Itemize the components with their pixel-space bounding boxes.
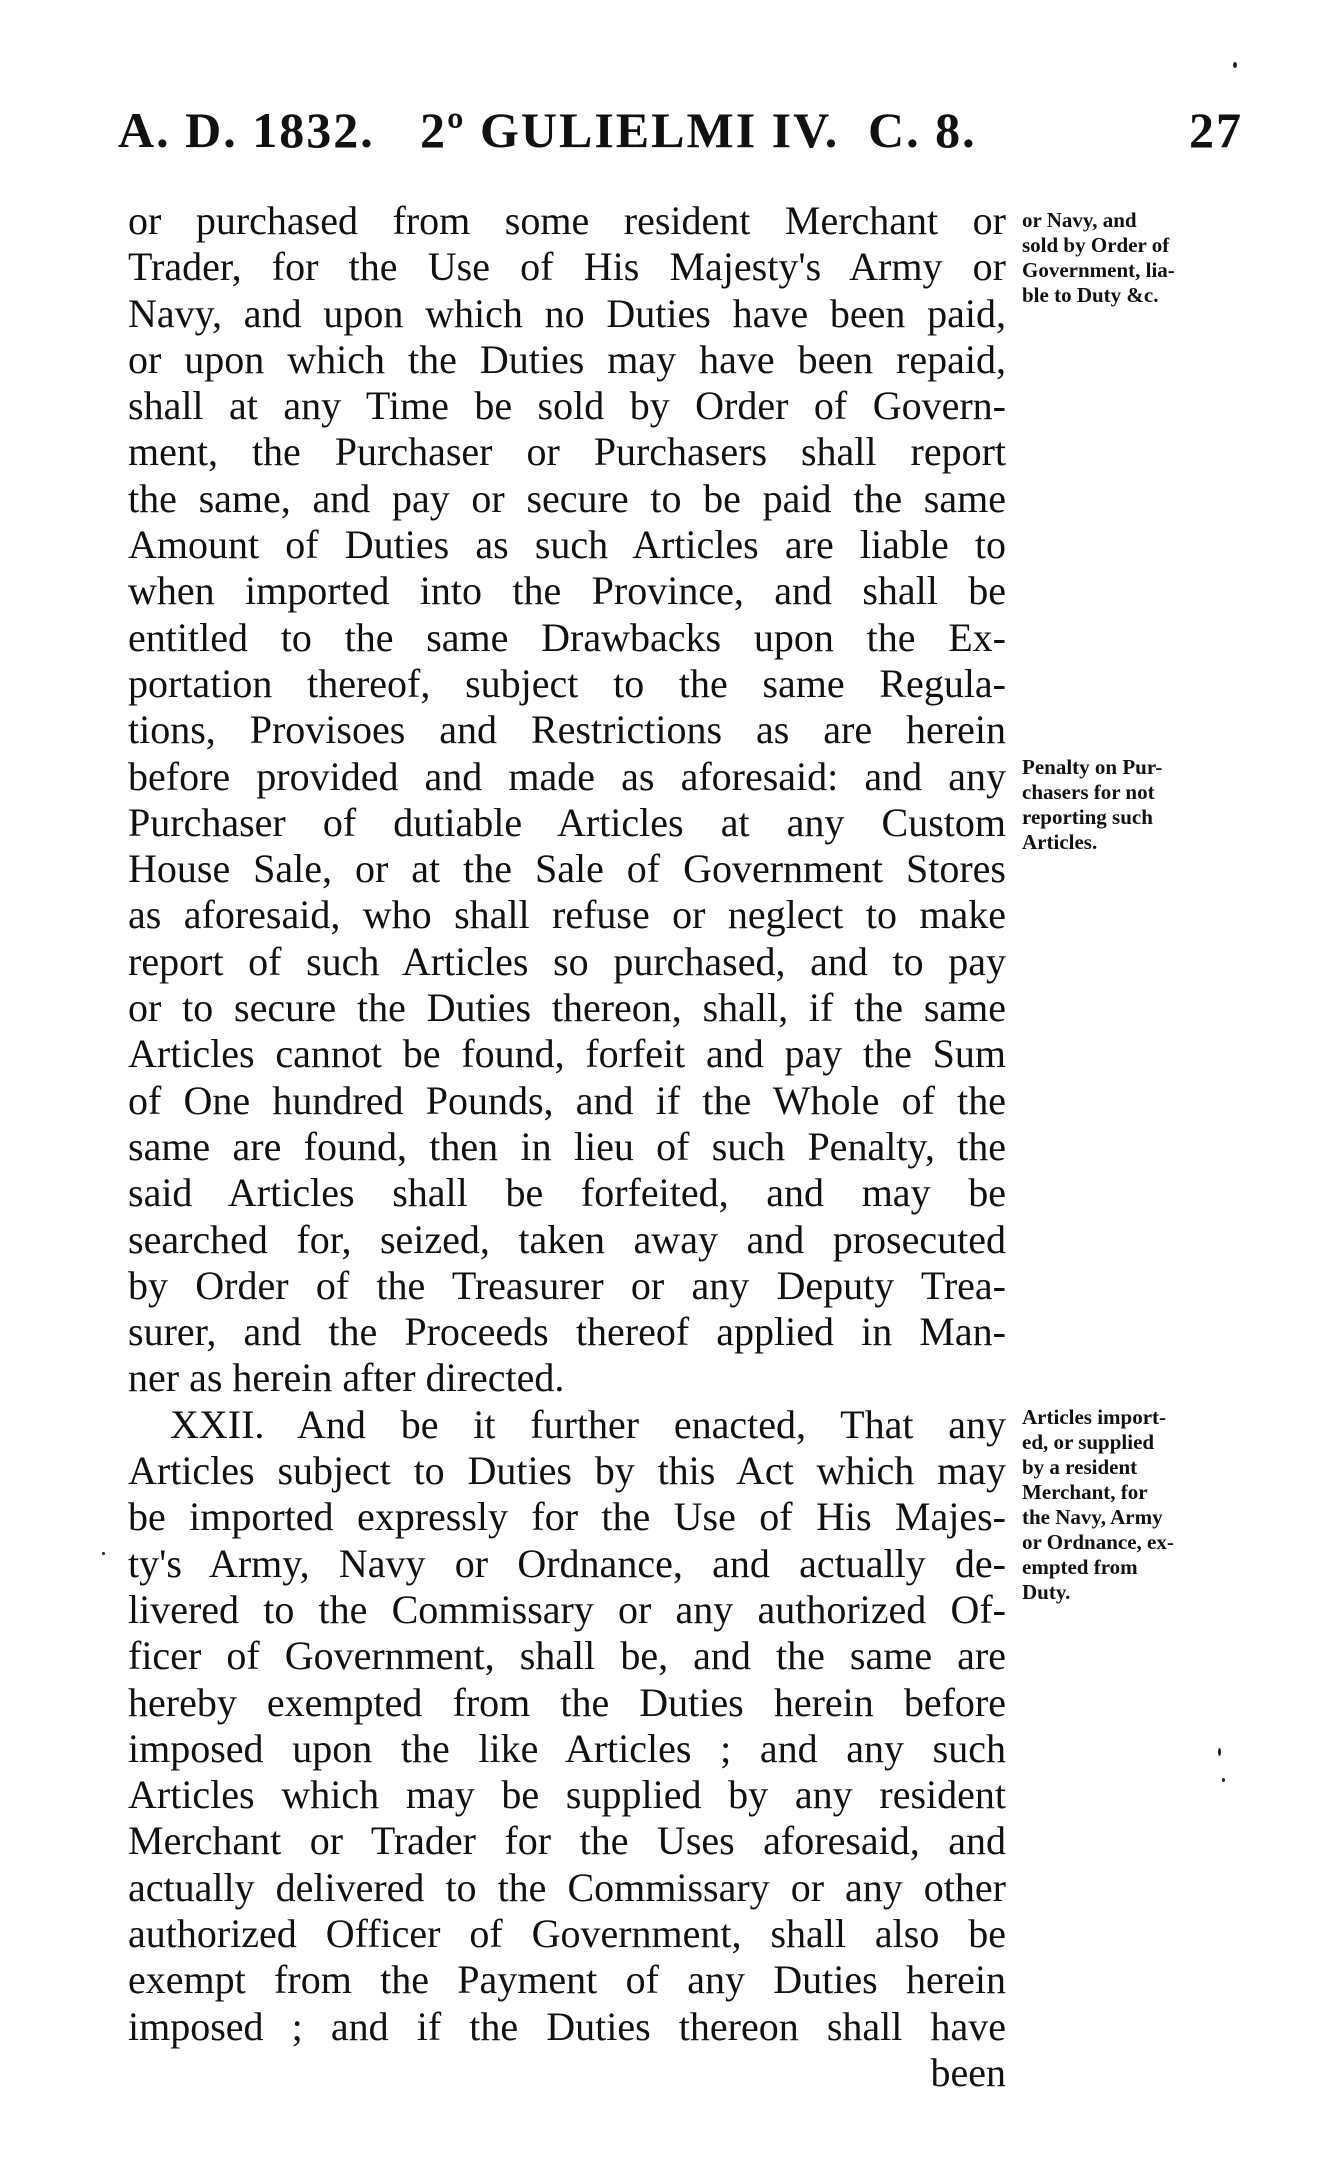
text-line: before provided and made as aforesaid: and any — [128, 753, 1006, 799]
text-line: Articles cannot be found, forfeit and pay the Sum — [128, 1031, 1006, 1077]
margin-note-line: or Ordnance, ex- — [1022, 1530, 1174, 1554]
text-line: ficer of Government, shall be, and the same are — [128, 1633, 1006, 1679]
text-line: by Order of the Treasurer or any Deputy Trea- — [128, 1262, 1006, 1308]
text-line: imposed ; and if the Duties thereon shall have — [128, 2003, 1006, 2049]
text-line: entitled to the same Drawbacks upon the Ex- — [128, 614, 1006, 660]
text-line: ty's Army, Navy or Ordnance, and actually de- — [128, 1540, 1006, 1586]
text-line: same are found, then in lieu of such Penalty, the — [128, 1123, 1006, 1169]
text-line: exempt from the Payment of any Duties herein — [128, 1957, 1006, 2003]
text-line: or purchased from some resident Merchant or — [128, 198, 1006, 243]
text-line: authorized Officer of Government, shall also be — [128, 1910, 1006, 1956]
margin-note-line: Articles. — [1022, 830, 1098, 854]
text-line: portation thereof, subject to the same Regula- — [128, 660, 1006, 706]
text-line: or to secure the Duties thereon, shall, if the same — [128, 985, 1006, 1031]
header-regnal-year: 2º GULIELMI IV. — [420, 102, 840, 158]
text-line: the same, and pay or secure to be paid the same — [128, 475, 1006, 521]
margin-note — [1022, 1405, 1240, 1605]
margin-note-line: ble to Duty &c. — [1022, 283, 1159, 307]
text-line: be imported expressly for the Use of His Majes- — [128, 1494, 1006, 1540]
text-line: searched for, seized, taken away and prosecuted — [128, 1216, 1006, 1262]
margin-note-line: Articles import- — [1022, 1405, 1167, 1429]
margin-note-line: ed, or supplied — [1022, 1430, 1155, 1454]
text-line: Trader, for the Use of His Majesty's Army or — [128, 244, 1006, 290]
text-line: of One hundred Pounds, and if the Whole of the — [128, 1077, 1006, 1123]
margin-note-line: empted from — [1022, 1555, 1138, 1579]
catchword: been — [930, 2049, 1006, 2095]
text-line: XXII. And be it further enacted, That any — [170, 1401, 1006, 1447]
statute-text-column — [128, 198, 1006, 2096]
margin-note-line: Merchant, for — [1022, 1480, 1148, 1504]
margin-note-line: the Navy, Army — [1022, 1505, 1163, 1529]
text-line: tions, Provisoes and Restrictions as are herein — [128, 707, 1006, 753]
text-line: shall at any Time be sold by Order of Govern- — [128, 383, 1006, 429]
text-line: said Articles shall be forfeited, and may be — [128, 1170, 1006, 1216]
text-line: imposed upon the like Articles ; and any such — [128, 1725, 1006, 1771]
text-line: House Sale, or at the Sale of Government Stores — [128, 846, 1006, 892]
print-speck — [102, 1552, 105, 1555]
header-chapter: C. 8. — [868, 102, 977, 158]
text-line: Articles which may be supplied by any resident — [128, 1772, 1006, 1818]
text-line: when imported into the Province, and shall be — [128, 568, 1006, 614]
text-line: Articles subject to Duties by this Act which may — [128, 1448, 1006, 1494]
margin-note — [1022, 755, 1240, 855]
margin-note-line: by a resident — [1022, 1455, 1138, 1479]
print-speck — [1233, 62, 1237, 68]
margin-note-line: Duty. — [1022, 1580, 1071, 1604]
margin-note-line: Penalty on Pur- — [1022, 755, 1163, 779]
margin-note-line: reporting such — [1022, 805, 1153, 829]
text-line: or upon which the Duties may have been repaid, — [128, 336, 1006, 382]
margin-note-line: chasers for not — [1022, 780, 1155, 804]
text-line: Navy, and upon which no Duties have been paid, — [128, 290, 1006, 336]
page-number: 27 — [1189, 102, 1243, 158]
text-line: actually delivered to the Commissary or any other — [128, 1864, 1006, 1910]
text-line: Merchant or Trader for the Uses aforesaid, and — [128, 1818, 1006, 1864]
print-speck — [1222, 1778, 1225, 1782]
text-line: Amount of Duties as such Articles are liable to — [128, 522, 1006, 568]
margin-note-line: Government, lia- — [1022, 258, 1175, 282]
text-line: report of such Articles so purchased, and to pay — [128, 938, 1006, 984]
header-year: A. D. 1832. — [118, 102, 375, 158]
margin-note-line: or Navy, and — [1022, 208, 1137, 232]
print-speck — [1218, 1748, 1221, 1756]
margin-note-line: sold by Order of — [1022, 233, 1170, 257]
text-line: Purchaser of dutiable Articles at any Custom — [128, 799, 1006, 845]
text-line: ner as herein after directed. — [128, 1355, 565, 1401]
text-line: as aforesaid, who shall refuse or neglect to make — [128, 892, 1006, 938]
text-line: hereby exempted from the Duties herein before — [128, 1679, 1006, 1725]
text-line: ment, the Purchaser or Purchasers shall report — [128, 429, 1006, 475]
text-line: livered to the Commissary or any authorized Of- — [128, 1586, 1006, 1632]
margin-note — [1022, 208, 1240, 308]
running-header — [118, 100, 1243, 160]
text-line: surer, and the Proceeds thereof applied in Man- — [128, 1309, 1006, 1355]
